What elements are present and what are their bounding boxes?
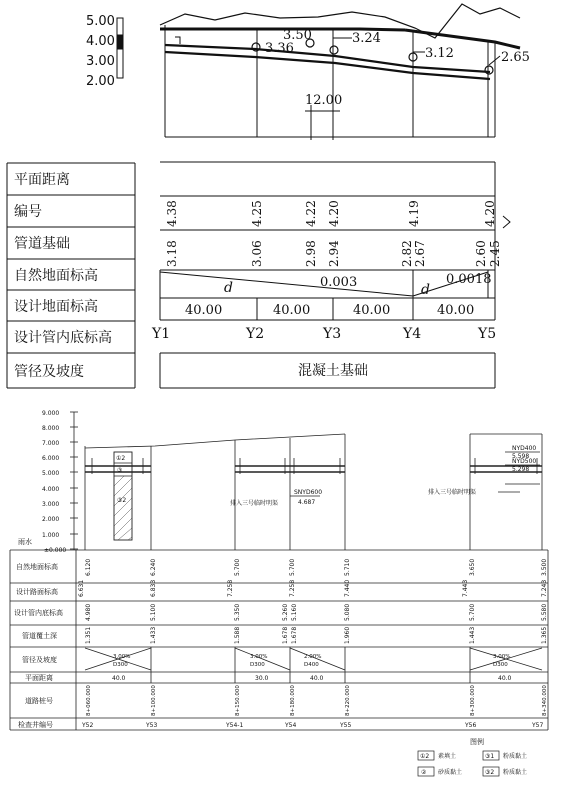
ground-value: 4.19 — [407, 200, 421, 227]
well-id: Y3 — [323, 326, 342, 342]
spacing-label: 12.00 — [305, 93, 343, 108]
road-value: 7.258 — [227, 579, 234, 597]
legend-symbol: ③1 — [485, 753, 495, 760]
invert-value: 3.18 — [165, 240, 179, 267]
cover-value: 1.588 — [234, 626, 241, 644]
legend-symbol: ② — [421, 769, 427, 776]
invert-value: 5.700 — [469, 603, 476, 621]
invert-value: 2.45 — [488, 240, 502, 267]
well-id: Y2 — [246, 326, 265, 342]
axis-label: 8.000 — [42, 425, 60, 432]
level-label: 2.65 — [501, 50, 530, 65]
invert-value: 3.06 — [250, 240, 264, 267]
invert-value: 5.580 — [541, 603, 548, 621]
invert-value: 5.080 — [344, 603, 351, 621]
station-value: 8+220.000 — [345, 685, 351, 716]
legend-symbol: ③2 — [485, 769, 495, 776]
distance-value: 40.00 — [353, 303, 391, 318]
distance-value: 40.0 — [112, 675, 126, 682]
level-label: 3.36 — [265, 41, 294, 56]
cover-value: 1.678 — [291, 626, 298, 644]
row-label: 平面距离 — [25, 674, 53, 682]
legend-text: 粉质黏土 — [503, 769, 528, 776]
natural-value: 3.500 — [541, 558, 548, 576]
distance-value: 40.00 — [437, 303, 475, 318]
diameter-symbol: d — [224, 280, 233, 296]
slope-value: 0.0018 — [446, 272, 492, 287]
slope-value: D300 — [250, 662, 265, 668]
invert-value: 2.60 — [474, 240, 488, 267]
elevation-scale-fill — [117, 35, 123, 49]
row-label: 设计管内底标高 — [14, 330, 112, 346]
annotation: NYD500 — [512, 458, 537, 465]
invert-value: 4.980 — [85, 603, 92, 621]
soil-label: ③ — [117, 467, 123, 474]
cover-value: 1.960 — [344, 626, 351, 644]
borehole-hatch — [114, 476, 132, 540]
station-value: 8+150.000 — [235, 685, 241, 716]
road-surface-line-2 — [405, 30, 520, 48]
invert-value: 5.100 — [150, 603, 157, 621]
distance-value: 30.0 — [255, 675, 269, 682]
row-label: 设计路面标高 — [16, 588, 58, 596]
row-label: 管径及坡度 — [22, 656, 57, 664]
invert-value: 2.98 — [304, 240, 318, 267]
station-value: 8+100.000 — [151, 685, 157, 716]
natural-value: 3.650 — [469, 558, 476, 576]
legend-symbol: ①2 — [420, 753, 430, 760]
annotation: 5.598 — [512, 453, 530, 460]
row-label: 平面距离 — [14, 172, 70, 188]
bottom-text — [14, 410, 548, 729]
well-id: Y56 — [465, 722, 477, 729]
natural-value: 6.240 — [150, 558, 157, 576]
road-value: 7.243 — [541, 579, 548, 597]
legend-text: 砂质黏土 — [438, 769, 463, 776]
slope-value: 0.003 — [320, 275, 358, 290]
road-value: 6.833 — [150, 579, 157, 597]
axis-label: 9.000 — [42, 410, 60, 417]
row-label: 自然地面标高 — [16, 563, 58, 571]
cover-value: 1.678 — [282, 626, 289, 644]
annotation: 排入三号临时明渠 — [230, 500, 279, 507]
well-id: Y53 — [146, 722, 158, 729]
row-label: 设计地面标高 — [14, 299, 98, 315]
row-label: 管道覆土深 — [22, 632, 57, 640]
level-label: 3.24 — [352, 31, 381, 46]
natural-value: 5.700 — [289, 558, 296, 576]
slope-value: 2.00% — [304, 654, 322, 660]
well-id: Y52 — [82, 722, 94, 729]
cover-value: 1.433 — [150, 626, 157, 644]
station-value: 8+180.000 — [290, 685, 296, 716]
well-id: Y5 — [478, 326, 497, 342]
axis-label: 1.000 — [42, 532, 60, 539]
station-value: 8+060.000 — [86, 685, 92, 716]
row-label: 管道基础 — [14, 236, 70, 252]
cover-value: 1.443 — [469, 626, 476, 644]
ground-value: 4.22 — [304, 200, 318, 227]
annotation: SNYD600 — [294, 489, 323, 496]
row-label: 管径及坡度 — [14, 364, 84, 380]
road-value: 6.631 — [78, 579, 85, 597]
legend-text: 粉质黏土 — [503, 753, 528, 760]
ground-value: 4.25 — [250, 200, 264, 227]
well-circle-y3 — [330, 46, 338, 54]
invert-value: 5.350 — [234, 603, 241, 621]
annotation: 5.298 — [512, 466, 530, 473]
legend-text: 素填土 — [438, 753, 457, 760]
slope-value: 3.00% — [250, 654, 268, 660]
slope-value: 3.00% — [493, 654, 511, 660]
level-label: 3.50 — [283, 28, 312, 43]
legend-title: 图例 — [470, 738, 484, 746]
annotation: NYD400 — [512, 445, 537, 452]
distance-value: 40.00 — [185, 303, 223, 318]
road-value: 7.440 — [344, 579, 351, 597]
cover-value: 1.351 — [85, 626, 92, 644]
natural-value: 5.700 — [234, 558, 241, 576]
row-label: 设计管内底标高 — [14, 609, 63, 617]
well-id: Y4 — [403, 326, 422, 342]
scale-label: 5.00 — [86, 14, 115, 29]
level-label: 3.12 — [425, 46, 454, 61]
well-id: Y54 — [285, 722, 297, 729]
axis-label: 5.000 — [42, 470, 60, 477]
invert-value: 5.260 — [282, 603, 289, 621]
station-value: 8+340.000 — [542, 685, 548, 716]
well-id: Y57 — [532, 722, 544, 729]
distance-value: 40.00 — [273, 303, 311, 318]
row-label: 自然地面标高 — [14, 268, 98, 284]
axis-label: 4.000 — [42, 486, 60, 493]
annotation: 排入三号临时明渠 — [428, 489, 477, 496]
cover-value: 1.365 — [541, 626, 548, 644]
natural-value: 5.710 — [344, 558, 351, 576]
row-label: 编号 — [14, 204, 42, 220]
slope-value: 3.00% — [113, 654, 131, 660]
distance-value: 40.0 — [310, 675, 324, 682]
axis-label: 6.000 — [42, 455, 60, 462]
axis-label: ±0.000 — [44, 547, 67, 554]
axis-label: 7.000 — [42, 440, 60, 447]
distance-value: 40.0 — [498, 675, 512, 682]
scale-label: 4.00 — [86, 34, 115, 49]
well-id: Y1 — [152, 326, 171, 342]
invert-value: 2.94 — [327, 240, 341, 267]
ground-value: 4.38 — [165, 200, 179, 227]
invert-value: 2.67 — [413, 240, 427, 267]
axis-label: 3.000 — [42, 501, 60, 508]
soil-label: ①2 — [116, 455, 126, 462]
soil-label: ③2 — [117, 497, 127, 504]
slope-diagonal-1 — [160, 272, 413, 296]
row-label: 道路桩号 — [25, 697, 53, 705]
ground-value: 4.20 — [327, 200, 341, 227]
annotation: 4.687 — [298, 499, 316, 506]
legend — [418, 737, 527, 776]
road-value: 7.443 — [462, 579, 469, 597]
invert-value: 5.160 — [291, 603, 298, 621]
station-value: 8+300.000 — [470, 685, 476, 716]
row-label: 检查井编号 — [18, 721, 53, 729]
invert-value: 2.82 — [400, 240, 414, 267]
road-value: 7.258 — [289, 579, 296, 597]
scale-label: 2.00 — [86, 74, 115, 89]
foundation-label: 混凝土基础 — [298, 363, 368, 379]
scale-label: 3.00 — [86, 54, 115, 69]
natural-value: 6.120 — [85, 558, 92, 576]
diameter-symbol: d — [421, 282, 430, 298]
slope-value: D400 — [304, 662, 319, 668]
ground-value: 4.20 — [483, 200, 497, 227]
axis-label: 2.000 — [42, 516, 60, 523]
well-id: Y55 — [340, 722, 352, 729]
water-label: 雨水 — [18, 538, 32, 546]
well-id: Y54-1 — [226, 722, 244, 729]
ground-line — [160, 4, 520, 38]
slope-value: D300 — [493, 662, 508, 668]
slope-value: D300 — [113, 662, 128, 668]
